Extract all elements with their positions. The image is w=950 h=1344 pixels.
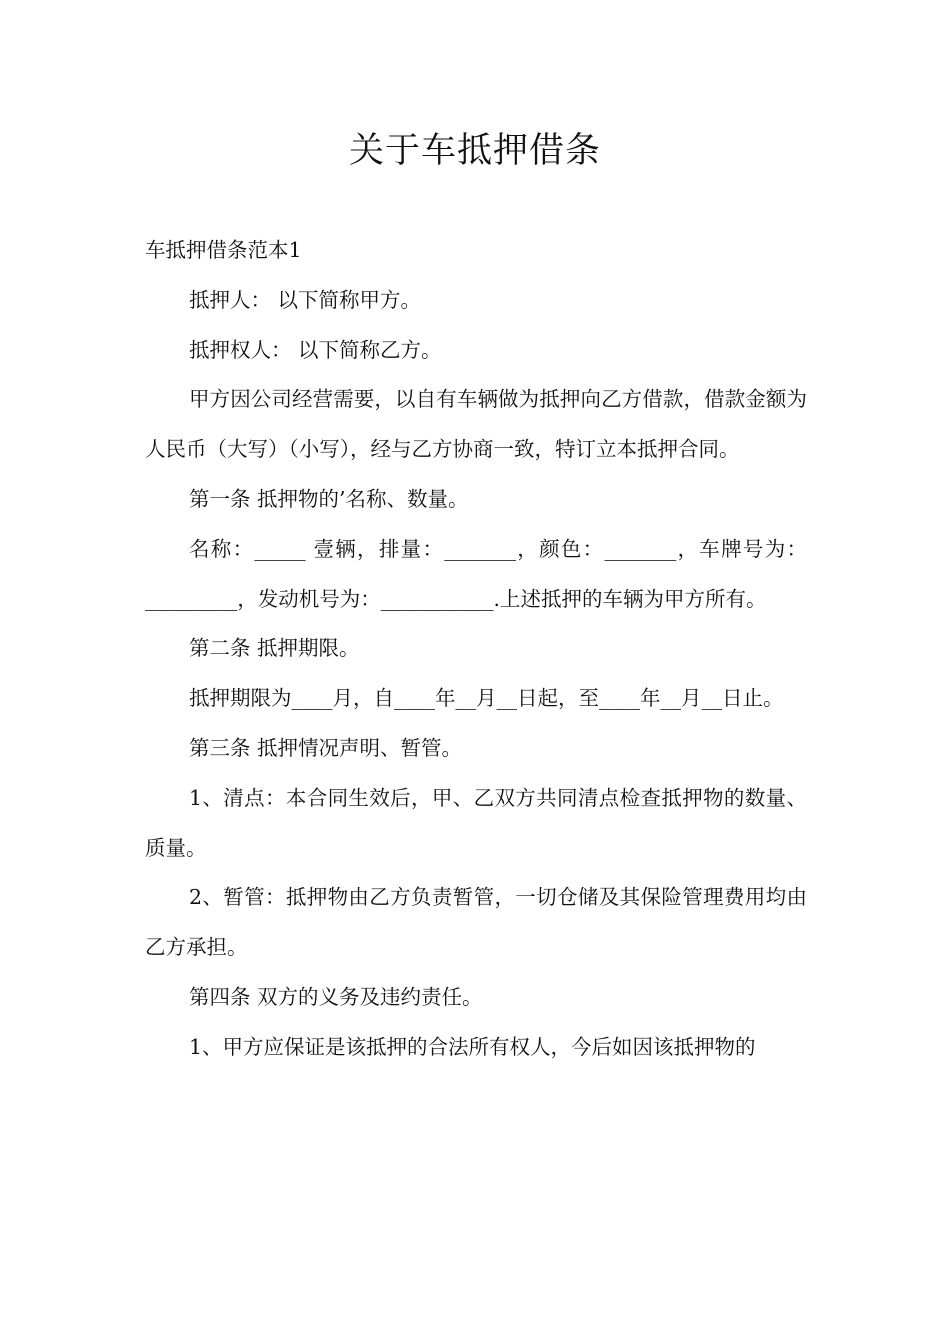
article-4-heading: 第四条 双方的义务及违约责任。 [189,984,483,1009]
paragraph-obligation-1: 1、甲方应保证是该抵押的合法所有权人，今后如因该抵押物的 [189,1034,756,1059]
paragraph-mortgagor: 抵押人： 以下简称甲方。 [189,287,422,312]
paragraph-intro: 甲方因公司经营需要，以自有车辆做为抵押向乙方借款，借款金额为人民币（大写）（小写），经与乙方协商一致，特订立本抵押合同。 [145,387,807,462]
paragraph-mortgagee: 抵押权人： 以下简称乙方。 [189,337,442,362]
paragraph-inventory: 1、清点：本合同生效后，甲、乙双方共同清点检查抵押物的数量、质量。 [145,785,807,860]
paragraph-custody: 2、暂管：抵押物由乙方负责暂管，一切仓储及其保险管理费用均由乙方承担。 [145,885,807,960]
document-body [145,226,807,1073]
article-2-heading: 第二条 抵押期限。 [189,636,360,661]
document-title: 关于车抵押借条 [348,131,601,171]
paragraph-vehicle-details: 名称：_____ 壹辆，排量：_______，颜色：_______，车牌号为：_________，发动机号为：___________.上述抵押的车辆为甲方所有。 [145,536,807,611]
article-3-heading: 第三条 抵押情况声明、暂管。 [189,735,463,760]
section-heading: 车抵押借条范本1 [145,238,302,262]
article-1-heading: 第一条 抵押物的’名称、数量。 [189,486,469,511]
paragraph-mortgage-term: 抵押期限为____月，自____年__月__日起，至____年__月__日止。 [189,686,784,711]
